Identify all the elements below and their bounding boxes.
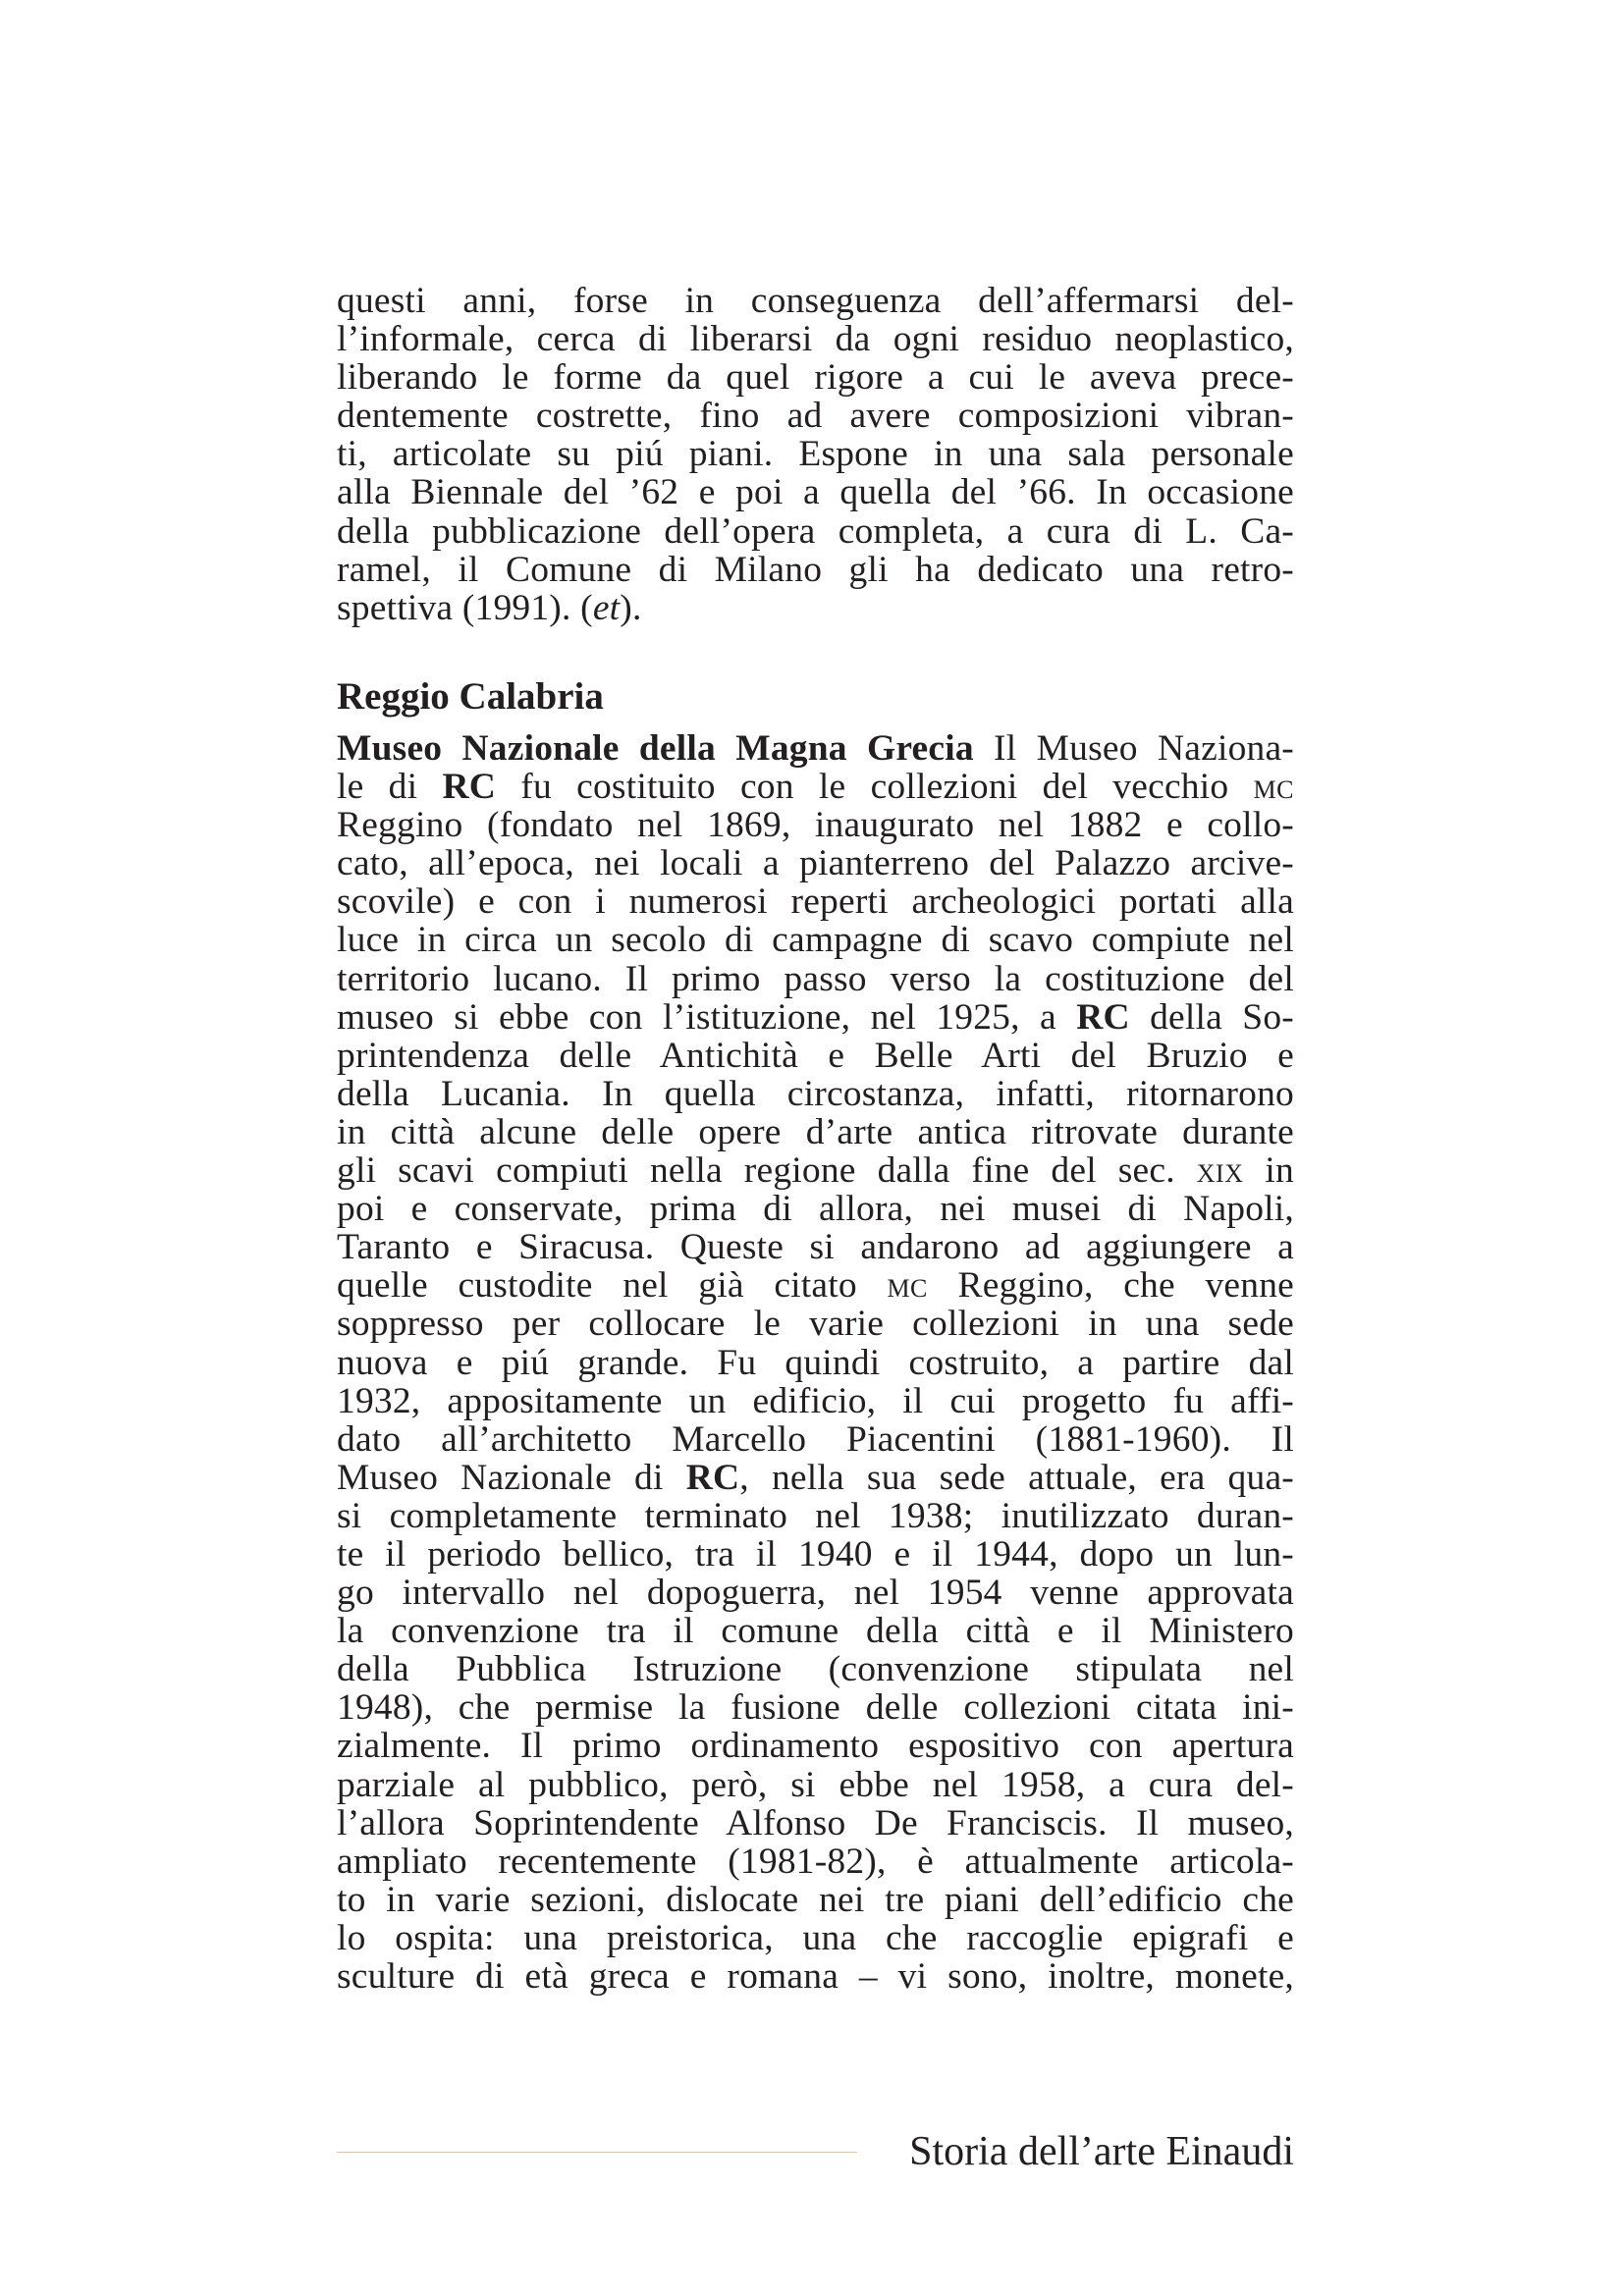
text-line [337,998,1294,1037]
footer-title: Storia dell’arte Einaudi [909,2129,1294,2174]
text-line: to in varie sezioni, dislocate nei tre piani dell’edificio che [337,1879,1294,1920]
mc-abbreviation: mc [1253,767,1294,808]
text-line: 1932, appositamente un edificio, il cui progetto fu affi- [337,1380,1294,1421]
text-segment: ). [620,587,642,628]
text-line: lo ospita: una preistorica, una che raccoglie epigrafi e [337,1917,1294,1958]
text-line: questi anni, forse in conseguenza dell’affermarsi del- [337,281,1294,321]
author-initials: et [592,587,621,628]
footer-rule [337,2152,857,2153]
rc-abbreviation: RC [685,1457,740,1498]
text-line [337,1266,1294,1305]
text-line: ti, articolate su piú piani. Espone in una sala personale [337,434,1294,475]
text-segment: della So- [1129,996,1294,1038]
text-segment: Museo Nazionale di [337,1457,686,1498]
text-line: Reggino (fondato nel 1869, inaugurato nel 1882 e collo- [337,805,1294,846]
rc-abbreviation: RC [1076,996,1130,1038]
century-numeral: xix [1196,1150,1244,1192]
text-segment: le di [337,767,443,808]
text-line: la convenzione tra il comune della città e il Ministero [337,1611,1294,1652]
text-segment: in [1243,1150,1294,1192]
mc-abbreviation: mc [887,1265,928,1307]
text-line: te il periodo bellico, tra il 1940 e il 1944, dopo un lun- [337,1533,1294,1575]
text-line: alla Biennale del ’62 e poi a quella del ’66. In occasione [337,472,1294,513]
text-line: ramel, il Comune di Milano gli ha dedicato una retro- [337,549,1294,590]
text-line: si completamente terminato nel 1938; inutilizzato duran- [337,1495,1294,1536]
text-line [337,1151,1294,1190]
text-line: zialmente. Il primo ordinamento espositivo con apertura [337,1726,1294,1767]
text-segment: fu costituito con le collezioni del vecchio [496,767,1254,808]
text-line: dentemente costrette, fino ad avere composizioni vibran- [337,396,1294,437]
entry-paragraph [337,729,1294,1996]
text-line: poi e conservate, prima di allora, nei musei di Napoli, [337,1189,1294,1230]
text-line [337,589,1294,627]
entry-title: Museo Nazionale della Magna Grecia [337,728,974,769]
text-line: go intervallo nel dopoguerra, nel 1954 venne approvata [337,1573,1294,1614]
text-segment: Il Museo Naziona- [973,728,1294,769]
text-segment: gli scavi compiuti nella regione dalla fine del sec. [337,1150,1197,1192]
text-segment: spettiva (1991). ( [337,587,593,628]
text-line [337,729,1294,768]
text-line: dato all’architetto Marcello Piacentini (1881-1960). Il [337,1418,1294,1460]
text-line: nuova e piú grande. Fu quindi costruito, a partire dal [337,1342,1294,1383]
text-line: territorio lucano. Il primo passo verso la costituzione del [337,958,1294,999]
text-line: liberando le forme da quel rigore a cui le aveva prece- [337,357,1294,399]
intro-paragraph [337,282,1294,627]
text-line: in città alcune delle opere d’arte antica ritrovate durante [337,1111,1294,1152]
text-line: printendenza delle Antichità e Belle Arti del Bruzio e [337,1035,1294,1076]
text-line: cato, all’epoca, nei locali a pianterreno del Palazzo arcive- [337,843,1294,884]
text-line: Taranto e Siracusa. Queste si andarono ad aggiungere a [337,1227,1294,1268]
text-segment: quelle custodite nel già citato [337,1265,888,1307]
rc-abbreviation: RC [442,767,497,808]
section-heading: Reggio Calabria [337,675,604,718]
text-line: ampliato recentemente (1981-82), è attualmente articola- [337,1841,1294,1882]
text-line: luce in circa un secolo di campagne di scavo compiute nel [337,920,1294,961]
text-line [337,768,1294,806]
text-line: parziale al pubblico, però, si ebbe nel 1958, a cura del- [337,1764,1294,1805]
text-line: sculture di età greca e romana – vi sono, inoltre, monete, [337,1956,1294,1997]
text-line: della Pubblica Istruzione (convenzione stipulata nel [337,1649,1294,1690]
text-line [337,1459,1294,1497]
text-line: 1948), che permise la fusione delle collezioni citata ini- [337,1687,1294,1729]
text-line: l’allora Soprintendente Alfonso De Franciscis. Il museo, [337,1802,1294,1843]
text-segment: Reggino, che venne [927,1265,1294,1307]
text-line: l’informale, cerca di liberarsi da ogni residuo neoplastico, [337,319,1294,360]
text-line: della Lucania. In quella circostanza, infatti, ritornarono [337,1073,1294,1114]
text-line: soppresso per collocare le varie collezioni in una sede [337,1304,1294,1345]
text-segment: museo si ebbe con l’istituzione, nel 1925, a [337,996,1077,1038]
text-line: scovile) e con i numerosi reperti archeologici portati alla [337,881,1294,923]
text-line: della pubblicazione dell’opera completa, a cura di L. Ca- [337,510,1294,552]
text-segment: , nella sua sede attuale, era qua- [739,1457,1294,1498]
